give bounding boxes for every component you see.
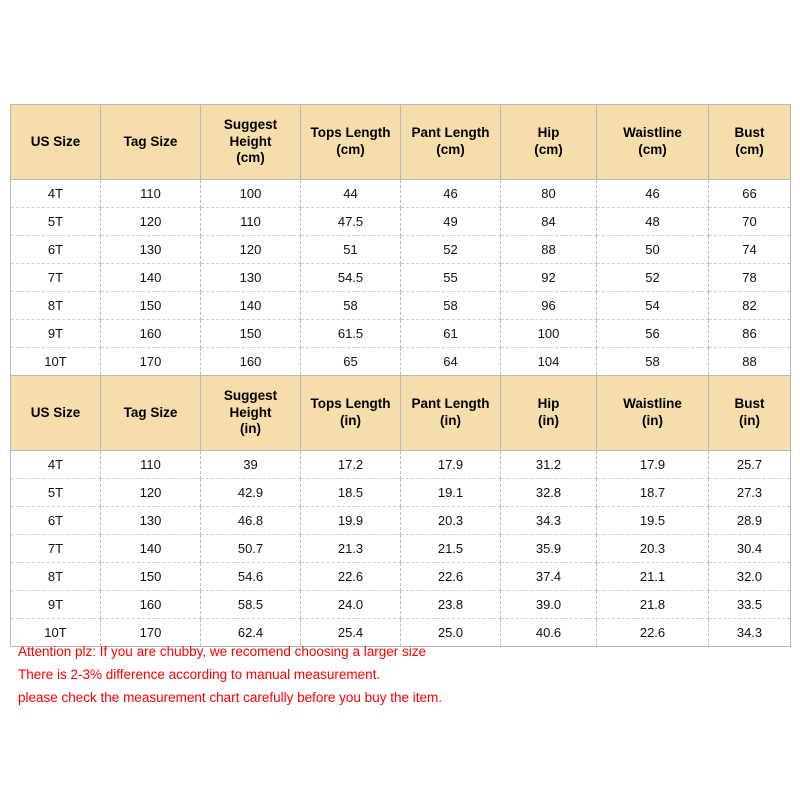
cell: 78 — [709, 264, 791, 292]
cell: 74 — [709, 236, 791, 264]
cell: 9T — [11, 591, 101, 619]
cell: 96 — [501, 292, 597, 320]
cell: 100 — [501, 320, 597, 348]
cell: 104 — [501, 348, 597, 376]
cell: 66 — [709, 180, 791, 208]
cell: 110 — [101, 451, 201, 479]
cell: 30.4 — [709, 535, 791, 563]
cell: 21.3 — [301, 535, 401, 563]
column-header-waistline: Waistline (cm) — [597, 105, 709, 180]
table-row — [11, 320, 791, 348]
cell: 70 — [709, 208, 791, 236]
cell: 10T — [11, 619, 101, 647]
table-header-row — [11, 376, 791, 451]
cell: 49 — [401, 208, 501, 236]
cell: 4T — [11, 451, 101, 479]
cell: 46 — [597, 180, 709, 208]
cell: 25.0 — [401, 619, 501, 647]
cell: 50 — [597, 236, 709, 264]
cell: 46 — [401, 180, 501, 208]
cell: 48 — [597, 208, 709, 236]
table-row — [11, 563, 791, 591]
cell: 160 — [201, 348, 301, 376]
cell: 46.8 — [201, 507, 301, 535]
cell: 5T — [11, 479, 101, 507]
table-row — [11, 292, 791, 320]
cell: 58.5 — [201, 591, 301, 619]
cell: 22.6 — [401, 563, 501, 591]
cell: 58 — [401, 292, 501, 320]
cell: 88 — [501, 236, 597, 264]
cell: 19.9 — [301, 507, 401, 535]
cell: 120 — [201, 236, 301, 264]
cell: 27.3 — [709, 479, 791, 507]
table-row — [11, 348, 791, 376]
cell: 21.8 — [597, 591, 709, 619]
column-header-tops-length: Tops Length (cm) — [301, 105, 401, 180]
cell: 31.2 — [501, 451, 597, 479]
column-header-tag-size: Tag Size — [101, 105, 201, 180]
cell: 39.0 — [501, 591, 597, 619]
cell: 39 — [201, 451, 301, 479]
table-row — [11, 535, 791, 563]
note-line-1: Attention plz: If you are chubby, we recomend choosing a larger size — [18, 644, 426, 659]
cell: 130 — [101, 507, 201, 535]
cell: 54 — [597, 292, 709, 320]
cell: 160 — [101, 320, 201, 348]
cell: 19.1 — [401, 479, 501, 507]
cell: 150 — [201, 320, 301, 348]
column-header-tops-length: Tops Length (in) — [301, 376, 401, 451]
table-row — [11, 208, 791, 236]
cell: 18.5 — [301, 479, 401, 507]
column-header-pant-length: Pant Length (cm) — [401, 105, 501, 180]
cell: 140 — [101, 264, 201, 292]
table-row — [11, 479, 791, 507]
table-row — [11, 180, 791, 208]
cell: 140 — [201, 292, 301, 320]
cell: 65 — [301, 348, 401, 376]
cell: 140 — [101, 535, 201, 563]
cell: 32.0 — [709, 563, 791, 591]
cell: 18.7 — [597, 479, 709, 507]
column-header-pant-length: Pant Length (in) — [401, 376, 501, 451]
cell: 54.5 — [301, 264, 401, 292]
cell: 20.3 — [597, 535, 709, 563]
cell: 17.9 — [401, 451, 501, 479]
cell: 150 — [101, 292, 201, 320]
cell: 58 — [597, 348, 709, 376]
cell: 92 — [501, 264, 597, 292]
column-header-hip: Hip (in) — [501, 376, 597, 451]
table-row — [11, 591, 791, 619]
cell: 84 — [501, 208, 597, 236]
cell: 130 — [201, 264, 301, 292]
cell: 22.6 — [597, 619, 709, 647]
cell: 32.8 — [501, 479, 597, 507]
cell: 56 — [597, 320, 709, 348]
note-line-3: please check the measurement chart carefully before you buy the item. — [18, 690, 442, 706]
cell: 55 — [401, 264, 501, 292]
cell: 6T — [11, 236, 101, 264]
attention-notes — [18, 640, 778, 710]
cell: 19.5 — [597, 507, 709, 535]
cell: 110 — [101, 180, 201, 208]
cell: 10T — [11, 348, 101, 376]
cell: 58 — [301, 292, 401, 320]
cell: 5T — [11, 208, 101, 236]
cell: 22.6 — [301, 563, 401, 591]
cell: 17.9 — [597, 451, 709, 479]
cell: 100 — [201, 180, 301, 208]
cell: 82 — [709, 292, 791, 320]
note-line-2: There is 2-3% difference according to manual measurement. — [18, 667, 381, 683]
cell: 120 — [101, 208, 201, 236]
size-table-cm-table — [10, 104, 791, 376]
cell: 40.6 — [501, 619, 597, 647]
cell: 9T — [11, 320, 101, 348]
table-row — [11, 507, 791, 535]
cell: 120 — [101, 479, 201, 507]
cell: 88 — [709, 348, 791, 376]
cell: 7T — [11, 535, 101, 563]
cell: 34.3 — [709, 619, 791, 647]
size-table-in-table — [10, 375, 791, 647]
cell: 37.4 — [501, 563, 597, 591]
column-header-suggest-height: Suggest Height (cm) — [201, 105, 301, 180]
column-header-suggest-height: Suggest Height (in) — [201, 376, 301, 451]
cell: 7T — [11, 264, 101, 292]
cell: 33.5 — [709, 591, 791, 619]
column-header-waistline: Waistline (in) — [597, 376, 709, 451]
cell: 62.4 — [201, 619, 301, 647]
column-header-bust: Bust (cm) — [709, 105, 791, 180]
cell: 160 — [101, 591, 201, 619]
cell: 35.9 — [501, 535, 597, 563]
cell: 150 — [101, 563, 201, 591]
cell: 25.7 — [709, 451, 791, 479]
cell: 170 — [101, 348, 201, 376]
cell: 8T — [11, 292, 101, 320]
cell: 28.9 — [709, 507, 791, 535]
cell: 64 — [401, 348, 501, 376]
column-header-tag-size: Tag Size — [101, 376, 201, 451]
cell: 52 — [597, 264, 709, 292]
cell: 4T — [11, 180, 101, 208]
table-row — [11, 236, 791, 264]
cell: 21.1 — [597, 563, 709, 591]
table-row — [11, 451, 791, 479]
cell: 34.3 — [501, 507, 597, 535]
cell: 44 — [301, 180, 401, 208]
table-row — [11, 264, 791, 292]
cell: 17.2 — [301, 451, 401, 479]
cell: 54.6 — [201, 563, 301, 591]
cell: 80 — [501, 180, 597, 208]
table-header-row — [11, 105, 791, 180]
cell: 50.7 — [201, 535, 301, 563]
cell: 42.9 — [201, 479, 301, 507]
cell: 130 — [101, 236, 201, 264]
cell: 86 — [709, 320, 791, 348]
column-header-bust: Bust (in) — [709, 376, 791, 451]
cell: 8T — [11, 563, 101, 591]
cell: 21.5 — [401, 535, 501, 563]
cell: 52 — [401, 236, 501, 264]
column-header-hip: Hip (cm) — [501, 105, 597, 180]
size-table-in — [10, 375, 790, 647]
cell: 61.5 — [301, 320, 401, 348]
cell: 24.0 — [301, 591, 401, 619]
cell: 61 — [401, 320, 501, 348]
cell: 20.3 — [401, 507, 501, 535]
column-header-us-size: US Size — [11, 105, 101, 180]
size-table-cm — [10, 104, 790, 376]
cell: 6T — [11, 507, 101, 535]
cell: 170 — [101, 619, 201, 647]
cell: 25.4 — [301, 619, 401, 647]
cell: 47.5 — [301, 208, 401, 236]
cell: 23.8 — [401, 591, 501, 619]
column-header-us-size: US Size — [11, 376, 101, 451]
cell: 110 — [201, 208, 301, 236]
cell: 51 — [301, 236, 401, 264]
